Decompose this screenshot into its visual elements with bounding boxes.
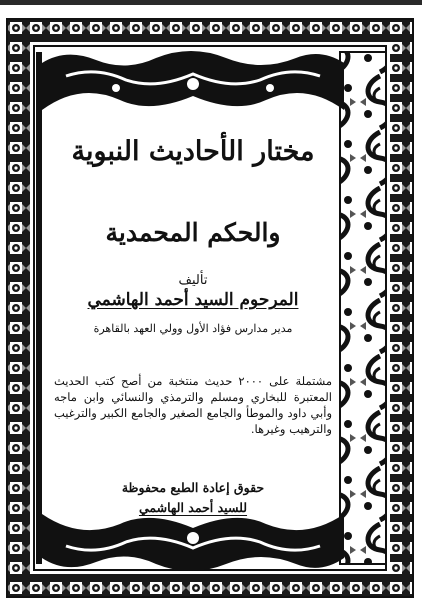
book-cover bbox=[6, 18, 414, 598]
authored-by-label: تأليف bbox=[178, 273, 208, 288]
top-edge-bar bbox=[0, 0, 422, 5]
book-description: مشتملة على ٢٠٠٠ حديث منتخبة من أصح كتب الحديث المعتبرة للبخاري ومسلم والترمذي والنسائي وابن ماجه وأبي داود والموطأ والجامع الصغير والجامع الكبير والترغيب والترهيب وغيرها. bbox=[54, 374, 333, 436]
book-subtitle: والحكم المحمدية bbox=[105, 218, 281, 247]
rights-holder: للسيد أحمد الهاشمي bbox=[138, 500, 248, 515]
author-role: مدير مدارس فؤاد الأول وولي العهد بالقاهرة bbox=[93, 322, 293, 335]
book-title: مختار الأحاديث النبوية bbox=[71, 136, 315, 167]
rights-notice: حقوق إعادة الطبع محفوظة bbox=[121, 480, 265, 495]
author-name: المرحوم السيد أحمد الهاشمي bbox=[87, 290, 299, 310]
